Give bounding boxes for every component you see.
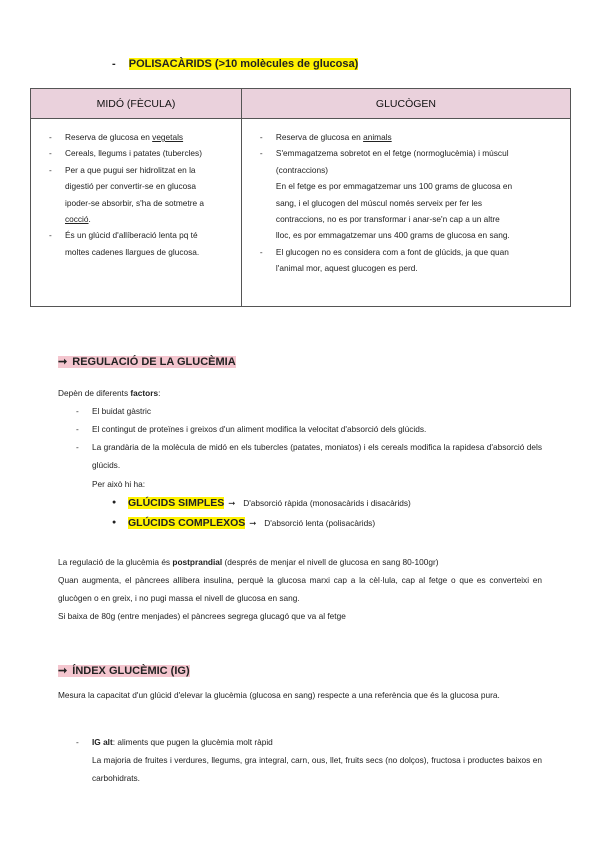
postprandial-suffix: (després de menjar el nivell de glucosa en sang 80-100gr) <box>222 557 439 567</box>
heading-dash: - <box>112 58 116 70</box>
glucogen-list <box>242 119 570 277</box>
mido-item3-line2: digestió per convertir-se en glucosa <box>65 181 196 192</box>
mido-item3-underlined: cocció <box>65 214 89 225</box>
postprandial-bold: postprandial <box>172 557 223 567</box>
index-heading <box>58 664 190 677</box>
list-item <box>256 145 564 243</box>
regulacio-title: REGULACIÓ DE LA GLUCÈMIA <box>72 356 236 368</box>
right-arrow-icon: ➞ <box>58 356 68 368</box>
right-arrow-icon: ➞ <box>58 665 68 677</box>
glucids-simples-desc: D'absorció ràpida (monosacàrids i disacàrids) <box>243 498 411 508</box>
mido-item1-underlined: vegetals <box>152 132 184 142</box>
list-item <box>45 129 235 145</box>
factors-intro-text: Depèn de diferents <box>58 388 131 398</box>
mido-item3-line3: ipoder-se absorbir, s'ha de sotmetre a <box>65 197 205 208</box>
mido-item1-text: Reserva de glucosa en <box>65 132 153 142</box>
ig-list <box>76 733 542 787</box>
list-item <box>256 129 564 145</box>
factors-colon: : <box>158 388 161 398</box>
right-arrow-icon: ➞ <box>249 518 257 528</box>
mido-item4-line2: moltes cadenes llargues de glucosa. <box>65 246 200 257</box>
glucids-complexos-term: GLÚCIDS COMPLEXOS <box>128 517 246 529</box>
mido-list <box>31 119 241 260</box>
glucogen-cell <box>241 119 570 307</box>
glucogen-item1-underlined: animals <box>363 132 392 142</box>
glucogen-item2-line2: (contraccions) <box>275 164 329 175</box>
glucids-simples-term: GLÚCIDS SIMPLES <box>128 497 225 509</box>
list-item <box>76 733 542 787</box>
polisacarids-heading <box>112 58 358 70</box>
ig-alt-text: : aliments que pugen la glucèmia molt ràpid <box>112 737 273 747</box>
glucogen-item2-line1: S'emmagatzema sobretot en el fetge (normoglucèmia) i múscul <box>275 148 509 159</box>
glucogen-item2-line6: lloc, es por emmagatzemar uns 400 grams de glucosa en sang. <box>275 230 510 241</box>
factors-list <box>76 402 542 474</box>
index-intro: Mesura la capacitat d'un glúcid d'elevar la glucèmia (glucosa en sang) respecte a una referència que és la glucosa pura. <box>58 690 500 700</box>
mido-cell <box>31 119 242 307</box>
right-arrow-icon: ➞ <box>228 498 236 508</box>
glucogen-item3-line2: l'animal mor, aquest glucogen es perd. <box>275 263 418 274</box>
list-item <box>112 513 411 533</box>
per-aixo-text: Per això hi ha: <box>92 479 146 489</box>
glucids-complexos-desc: D'absorció lenta (polisacàrids) <box>264 518 376 528</box>
ig-alt-desc: La majoria de fruites i verdures, llegums, gra integral, carn, ous, llet, fruits secs (no dolços), fructosa i productes baixos en carbohidrats. <box>92 755 542 783</box>
mido-item4-line1: És un glúcid d'allíberació lenta pq té <box>65 230 198 241</box>
list-item <box>256 244 564 277</box>
glucogen-item3-line1: El glucogen no es considera com a font de glúcids, ja que quan <box>275 246 509 257</box>
postprandial-paragraph <box>58 553 542 571</box>
polisacarids-title: POLISACÀRIDS (>10 molècules de glucosa) <box>128 58 359 70</box>
glucids-types-list <box>112 493 411 533</box>
list-item: - El buidat gàstric <box>76 402 542 420</box>
list-item <box>45 162 235 228</box>
mido-item3-line1: Per a que pugui ser hidrolitzat en la <box>65 164 196 175</box>
regulacio-heading <box>58 355 236 368</box>
index-title: ÍNDEX GLUCÈMIC (IG) <box>72 665 190 677</box>
list-item <box>45 227 235 260</box>
table-header-glucogen: GLUCÒGEN <box>241 89 570 119</box>
ig-alt-bold: IG alt <box>92 737 113 747</box>
postprandial-text: La regulació de la glucèmia és <box>58 557 173 567</box>
mido-item3-end: . <box>88 214 91 225</box>
factors-bold: factors <box>130 388 159 398</box>
list-item <box>112 493 411 513</box>
list-item: - El contingut de proteïnes i greixos d'un aliment modifica la velocitat d'absorció dels glúcids. <box>76 420 542 438</box>
list-item: - La grandària de la molècula de midó en els tubercles (patates, moniatos) i els cereals modifica la rapidesa d'absorció dels glúcids. <box>76 438 542 474</box>
glucogen-item2-line4: sang, i el glucogen del múscul només serveix per fer les <box>275 197 483 208</box>
mido-glucogen-table <box>30 88 571 307</box>
glucogen-item1-text: Reserva de glucosa en <box>275 132 364 142</box>
list-item: - Cereals, llegums i patates (tubercles) <box>45 145 235 161</box>
insulina-paragraph: Quan augmenta, el pàncrees allibera insulina, perquè la glucosa marxi cap a la cèl·lula, cap al fetge o que es converteixi en glucògen o en greix, i no pugi massa el nivell de glucosa en sang. <box>58 575 542 603</box>
glucogen-item2-line3: En el fetge es por emmagatzemar uns 100 grams de glucosa en <box>275 181 513 192</box>
factors-intro <box>58 384 542 402</box>
glucogen-item2-line5: contraccions, no es por transformar i anar-se'n cap a un altre <box>275 214 500 225</box>
glucago-paragraph: Si baixa de 80g (entre menjades) el pàncrees segrega glucagó que va al fetge <box>58 611 346 621</box>
table-header-mido: MIDÓ (FÈCULA) <box>31 89 242 119</box>
